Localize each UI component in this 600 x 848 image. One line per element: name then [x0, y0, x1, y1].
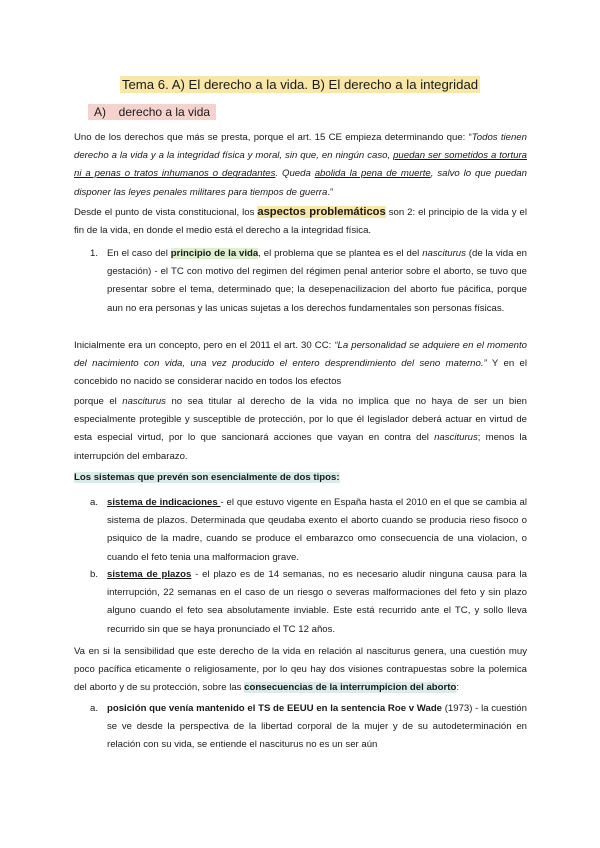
list-item-plazos: sistema de plazos - el plazo es de 14 semanas, no es necesario aludir ninguna causa para la interrupción, 22 semanas en el caso de un riesgo o severas malformaciones del feto y sin plazo alguno cuando el feto sea absolutamente inviable. Este está recurrido ante el TC, y sollo lleva recurrido sin que se haya pronunciado el TC 12 años.	[107, 569, 527, 635]
list-marker: b.	[90, 569, 99, 580]
paragraph-aspects: Desde el punto de vista constitucional, los aspectos problemáticos son 2: el principio de la vida y el fin de la vida, en donde el medio está el derecho a la integridad física.	[74, 206, 528, 237]
section-heading-a: A) derecho a la vida	[88, 103, 216, 121]
highlight-aspectos: aspectos problemáticos	[257, 206, 386, 218]
highlight-principio: principio de la vida	[170, 248, 259, 259]
paragraph-intro: Uno de los derechos que más se presta, porque el art. 15 CE empieza determinando que: “Todos tienen derecho a la vida y a la integridad física y moral, sin que, en ningún caso, puedan ser sometidos a tortura ni a penas o tratos inhumanos o degradantes. Queda abolida la pena de muerte, salvo lo que puedan disponer las leyes penales militares para tiempos de guerra.”	[74, 132, 527, 198]
list-item-indicaciones: sistema de indicaciones - el que estuvo vigente en España hasta el 2010 en el que se cambia al sistema de plazos. Determinada que qeudaba exento el aborto cuando se producia rieso fisoco o psiquico de la madre, cuando se produce el embarazco omo consecuencia de una violacion, o cuando el feto tenia una malformacion grave.	[107, 497, 527, 563]
list-marker: a.	[90, 703, 99, 714]
paragraph-sensibilidad: Va en si la sensibilidad que este derecho de la vida en relación al nasciturus genera, una cuestión muy poco pacífica eticamente o religiosamente, por lo qeu hay dos visiones contrapuestas sobre la polemica del aborto y de su protección, sobre las consecuencias de la interrumpicion del aborto:	[74, 646, 527, 694]
page-title: Tema 6. A) El derecho a la vida. B) El derecho a la integridad	[121, 77, 479, 92]
heading-sistemas: Los sistemas que prevén son esencialmente de dos tipos:	[74, 472, 340, 483]
paragraph-nasciturus: porque el nasciturus no sea titular al derecho de la vida no implica que no haya de ser un bien especialmente protegible y susceptible de protección, por lo que él legislador deberá actuar en virtud de esta especial virtud, por lo que sancionará acciones que vayan en contra del nasciturus; menos la interrupción del embarazo.	[74, 396, 527, 462]
list-marker: a.	[90, 497, 99, 508]
highlight-consecuencias: consecuencias de la interrumpicion del aborto	[244, 682, 457, 694]
list-item-principio: En el caso del principio de la vida, el problema que se plantea es el del nasciturus (de la vida en gestación) - el TC con motivo del regimen del régimen penal anterior sobre el aborto, se tuvo que presentar sobre el tema, determinado que; la desepenacilizacion del aborto fue pácifica, porque aun no era personas y las unicas sujetas a los derechos fundamentales son personas físicas.	[107, 248, 527, 314]
paragraph-initially: Inicialmente era un concepto, pero en el 2011 el art. 30 CC: “La personalidad se adquiere en el momento del nacimiento con vida, una vez producido el entero desprendimiento del seno materno.” Y en el concebido no nacido se considerar nacido en todos los efectos	[74, 340, 528, 388]
list-marker: 1.	[90, 248, 99, 259]
list-item-roe-v-wade: posición que venía mantenido el TS de EEUU en la sentencia Roe v Wade (1973) - la cuestión se ve desde la perspectiva de la libertad corporal de la mujer y de su autodeterminación en relación con su vida, se entiende el nasciturus no es un ser aún	[107, 703, 527, 751]
